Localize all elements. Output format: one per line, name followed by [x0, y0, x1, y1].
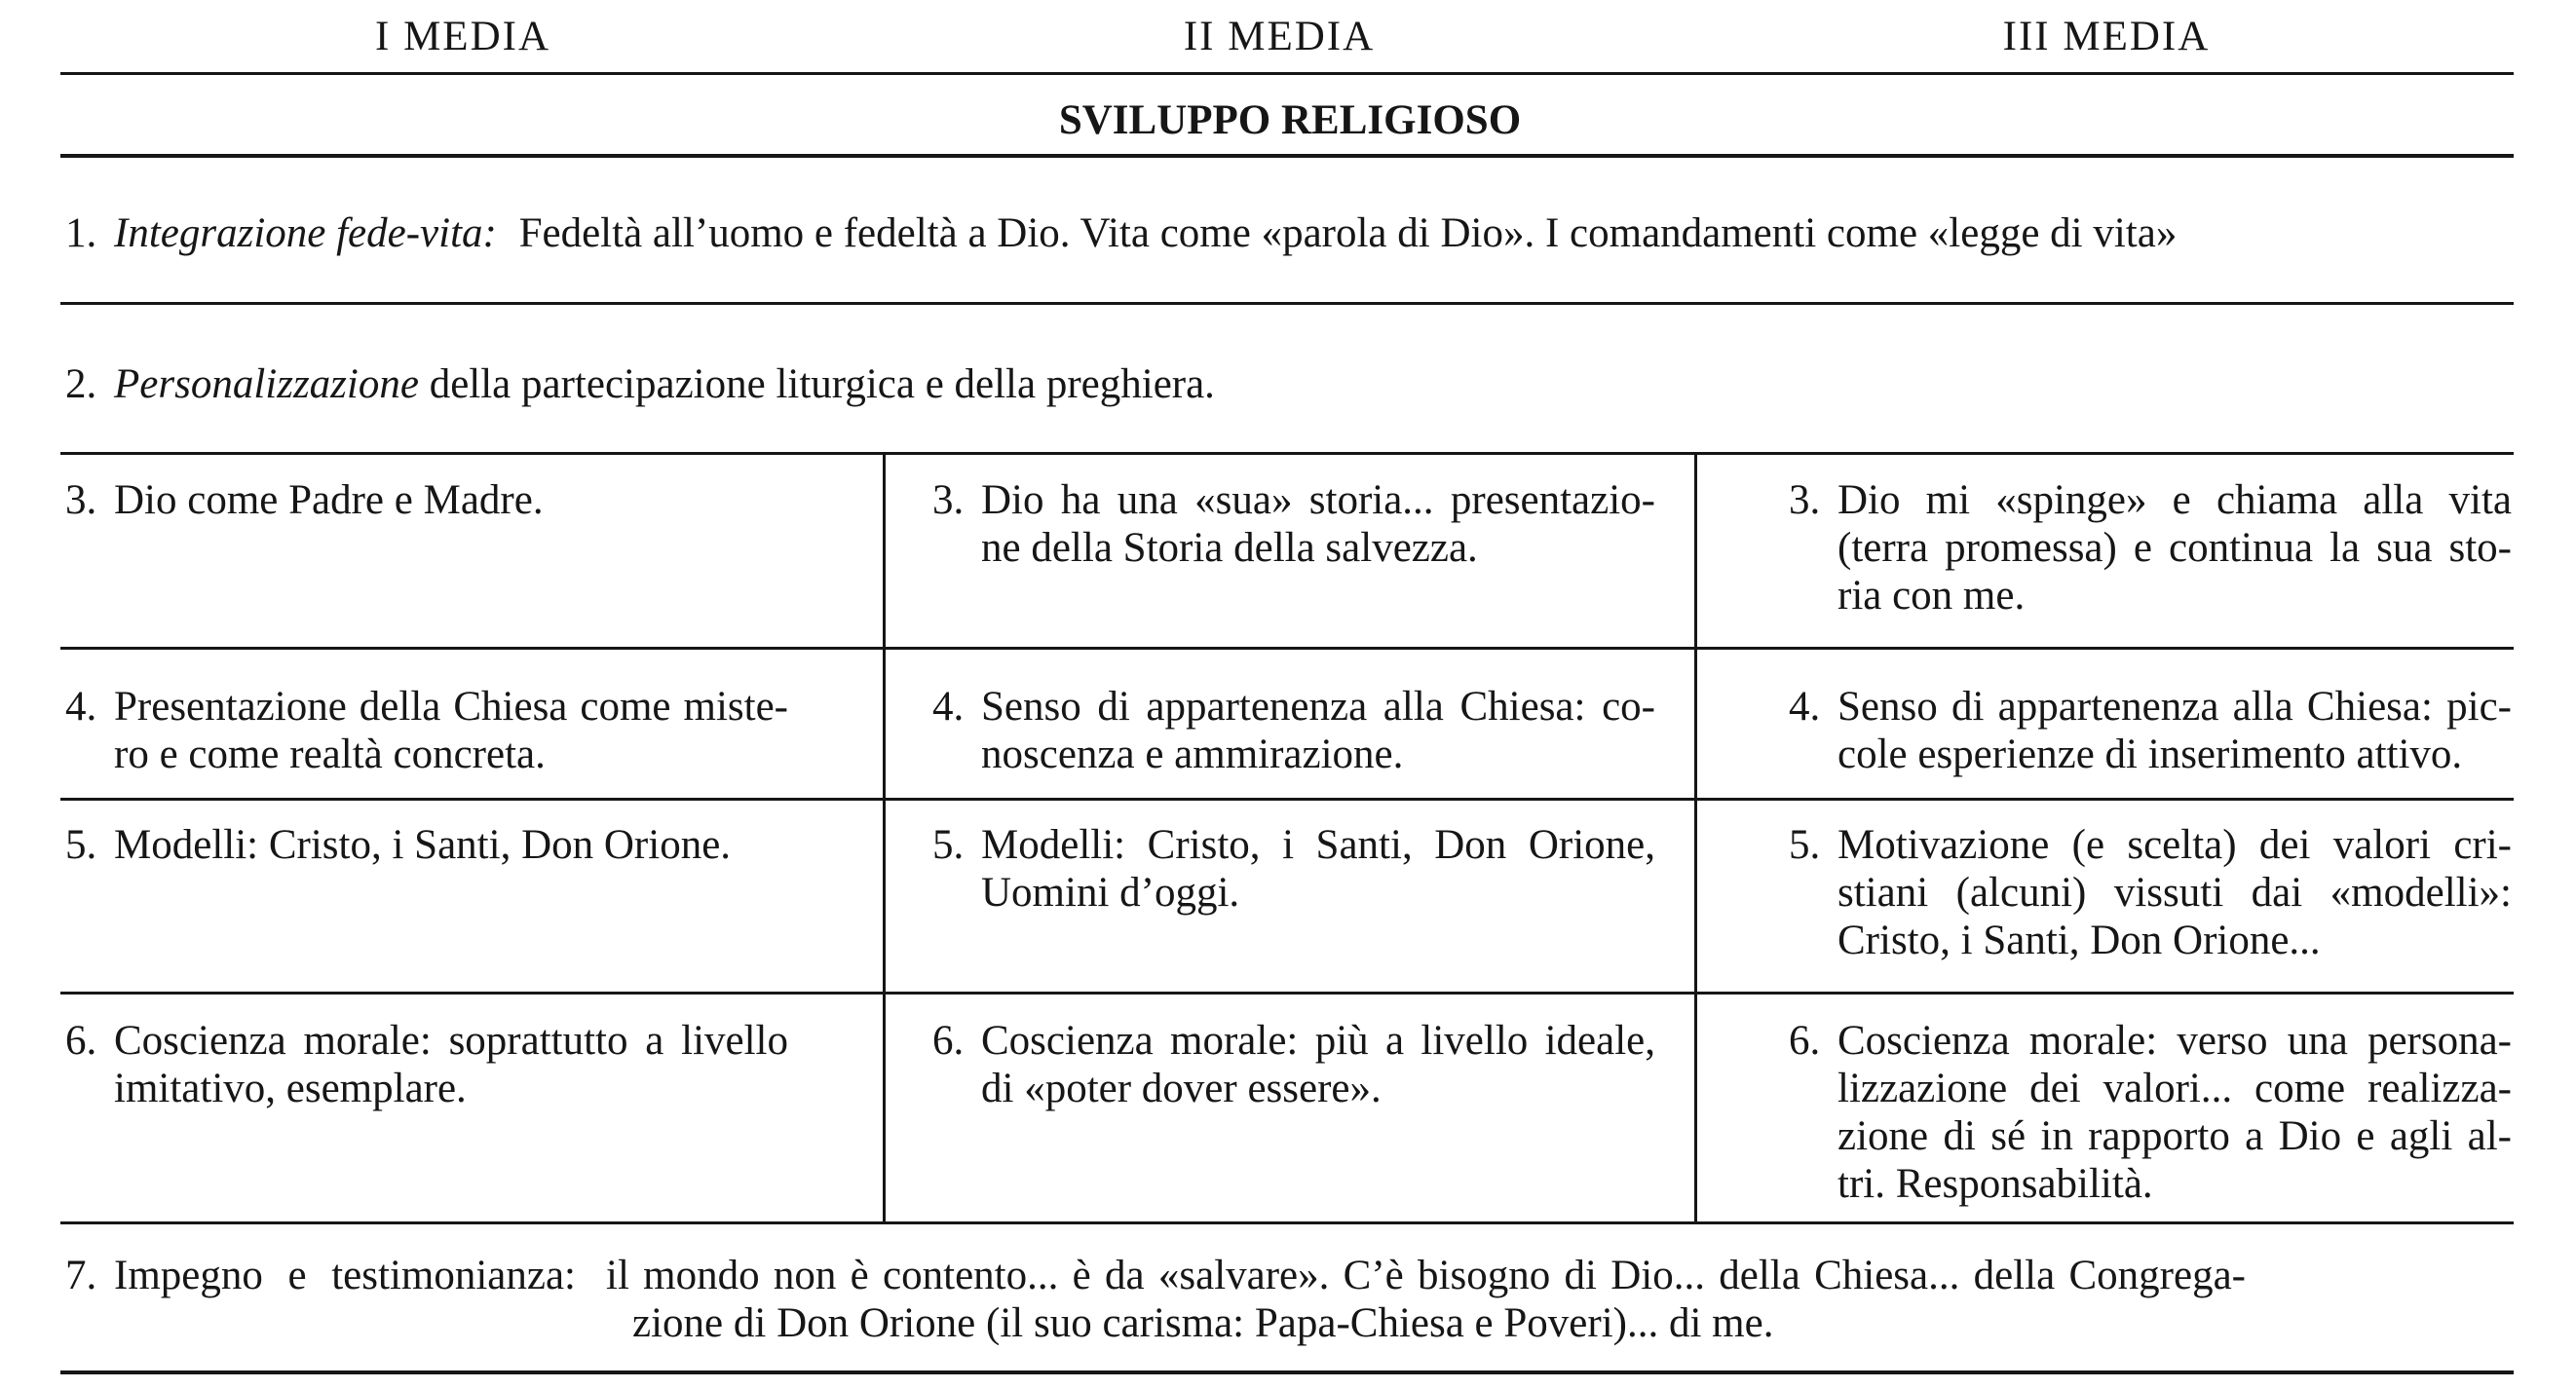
- text-line: tri. Responsabilità.: [1837, 1161, 2153, 1207]
- cell-row-5-i-media: [65, 821, 790, 869]
- text-line: zione di sé in rapporto a Dio e agli al-: [1837, 1113, 2512, 1159]
- item-number: 3.: [932, 477, 965, 523]
- row-2-body: della partecipazione liturgica e della preghiera.: [429, 361, 1215, 407]
- cell-text: [981, 821, 1655, 917]
- row-7-body-line: il mondo non è contento... è da «salvare». C’è bisogno di Dio... della Chiesa... della Congrega-: [606, 1253, 2246, 1298]
- rule-line-section: [60, 154, 2514, 158]
- item-number: 5.: [1789, 822, 1821, 868]
- cell-text: [114, 821, 788, 869]
- cell-row-4-ii-media: [932, 683, 1657, 778]
- row-1-body: Fedeltà all’uomo e fedeltà a Dio. Vita come «parola di Dio». I comandamenti come «legge di vita»: [518, 210, 2178, 256]
- row-7-label-box: [114, 1252, 576, 1299]
- rule-line-header: [60, 72, 2514, 75]
- column-divider-2: [1694, 452, 1697, 1224]
- cell-text: [981, 476, 1655, 572]
- item-number: 4.: [932, 684, 965, 730]
- cell-row-5-ii-media: [932, 821, 1657, 917]
- cell-row-3-i-media: [65, 476, 790, 524]
- column-header-ii-media: II MEDIA: [1183, 14, 1376, 59]
- rule-line-row-5: [60, 992, 2514, 995]
- item-number: 6.: [1789, 1018, 1821, 1064]
- rule-line-row-3: [60, 647, 2514, 650]
- cell-row-4-i-media: [65, 683, 790, 778]
- text-line: Dio come Padre e Madre.: [114, 477, 544, 523]
- item-number-1: 1.: [65, 210, 97, 256]
- row-2-text: [114, 360, 1215, 408]
- item-number-2: 2.: [65, 361, 97, 407]
- text-line: Motivazione (e scelta) dei valori cri-: [1837, 822, 2512, 868]
- text-line: Cristo, i Santi, Don Orione...: [1837, 918, 2321, 963]
- column-divider-1: [883, 452, 886, 1224]
- rule-line-row-2: [60, 452, 2514, 455]
- cell-row-4-iii-media: [1789, 683, 2514, 778]
- item-number: 3.: [65, 477, 97, 523]
- text-line: lizzazione dei valori... come realizza-: [1837, 1066, 2512, 1111]
- cell-text: [1837, 1017, 2512, 1208]
- text-line: Senso di appartenenza alla Chiesa: pic-: [1837, 684, 2512, 730]
- text-line: Modelli: Cristo, i Santi, Don Orione,: [981, 822, 1655, 868]
- text-line: (terra promessa) e continua la sua sto-: [1837, 525, 2512, 571]
- section-title: SVILUPPO RELIGIOSO: [1058, 97, 1522, 143]
- cell-row-3-iii-media: [1789, 476, 2514, 619]
- text-line: di «poter dover essere».: [981, 1066, 1382, 1111]
- item-number: 4.: [65, 684, 97, 730]
- text-line: Dio mi «spinge» e chiama alla vita: [1837, 477, 2512, 523]
- item-number: 5.: [932, 822, 965, 868]
- row-1-text: [114, 209, 2177, 257]
- text-line: noscenza e ammirazione.: [981, 732, 1404, 777]
- text-line: Coscienza morale: soprattutto a livello: [114, 1018, 788, 1064]
- row-7-body-line: zione di Don Orione (il suo carisma: Papa-Chiesa e Poveri)... di me.: [632, 1300, 1774, 1346]
- cell-row-6-ii-media: [932, 1017, 1657, 1112]
- text-line: ne della Storia della salvezza.: [981, 525, 1478, 571]
- rule-line-row-4: [60, 798, 2514, 801]
- item-number: 5.: [65, 822, 97, 868]
- row-7-body-line-1-box: [606, 1252, 2246, 1299]
- cell-row-6-iii-media: [1789, 1017, 2514, 1208]
- cell-text: [1837, 476, 2512, 619]
- text-line: stiani (alcuni) vissuti dai «modelli»:: [1837, 870, 2512, 916]
- cell-text: [981, 683, 1655, 778]
- column-header-i-media: I MEDIA: [375, 14, 550, 59]
- cell-row-3-ii-media: [932, 476, 1657, 572]
- rule-line-row-6: [60, 1221, 2514, 1224]
- text-line: Coscienza morale: più a livello ideale,: [981, 1018, 1655, 1064]
- item-number-7: 7.: [65, 1253, 97, 1298]
- item-number: 6.: [932, 1018, 965, 1064]
- cell-row-6-i-media: [65, 1017, 790, 1112]
- item-number: 3.: [1789, 477, 1821, 523]
- rule-line-row-1: [60, 302, 2514, 305]
- text-line: Presentazione della Chiesa come miste-: [114, 684, 788, 730]
- text-line: imitativo, esemplare.: [114, 1066, 467, 1111]
- text-line: Modelli: Cristo, i Santi, Don Orione.: [114, 822, 732, 868]
- text-line: Uomini d’oggi.: [981, 870, 1240, 916]
- item-number: 6.: [65, 1018, 97, 1064]
- cell-text: [114, 683, 788, 778]
- cell-text: [1837, 683, 2512, 778]
- column-header-iii-media: III MEDIA: [2002, 14, 2211, 59]
- cell-row-5-iii-media: [1789, 821, 2514, 964]
- item-number: 4.: [1789, 684, 1821, 730]
- cell-text: [981, 1017, 1655, 1112]
- text-line: ro e come realtà concreta.: [114, 732, 546, 777]
- cell-text: [114, 1017, 788, 1112]
- text-line: ria con me.: [1837, 573, 2026, 619]
- text-line: Coscienza morale: verso una persona-: [1837, 1018, 2512, 1064]
- cell-text: [1837, 821, 2512, 964]
- row-2-label: Personalizzazione: [114, 361, 419, 407]
- rule-line-bottom: [60, 1370, 2514, 1374]
- text-line: cole esperienze di inserimento attivo.: [1837, 732, 2463, 777]
- row-7-label: Impegno e testimonianza:: [114, 1253, 576, 1298]
- text-line: Dio ha una «sua» storia... presentazio-: [981, 477, 1655, 523]
- cell-text: [114, 476, 788, 524]
- row-1-label: Integrazione fede-vita:: [114, 210, 497, 256]
- text-line: Senso di appartenenza alla Chiesa: co-: [981, 684, 1655, 730]
